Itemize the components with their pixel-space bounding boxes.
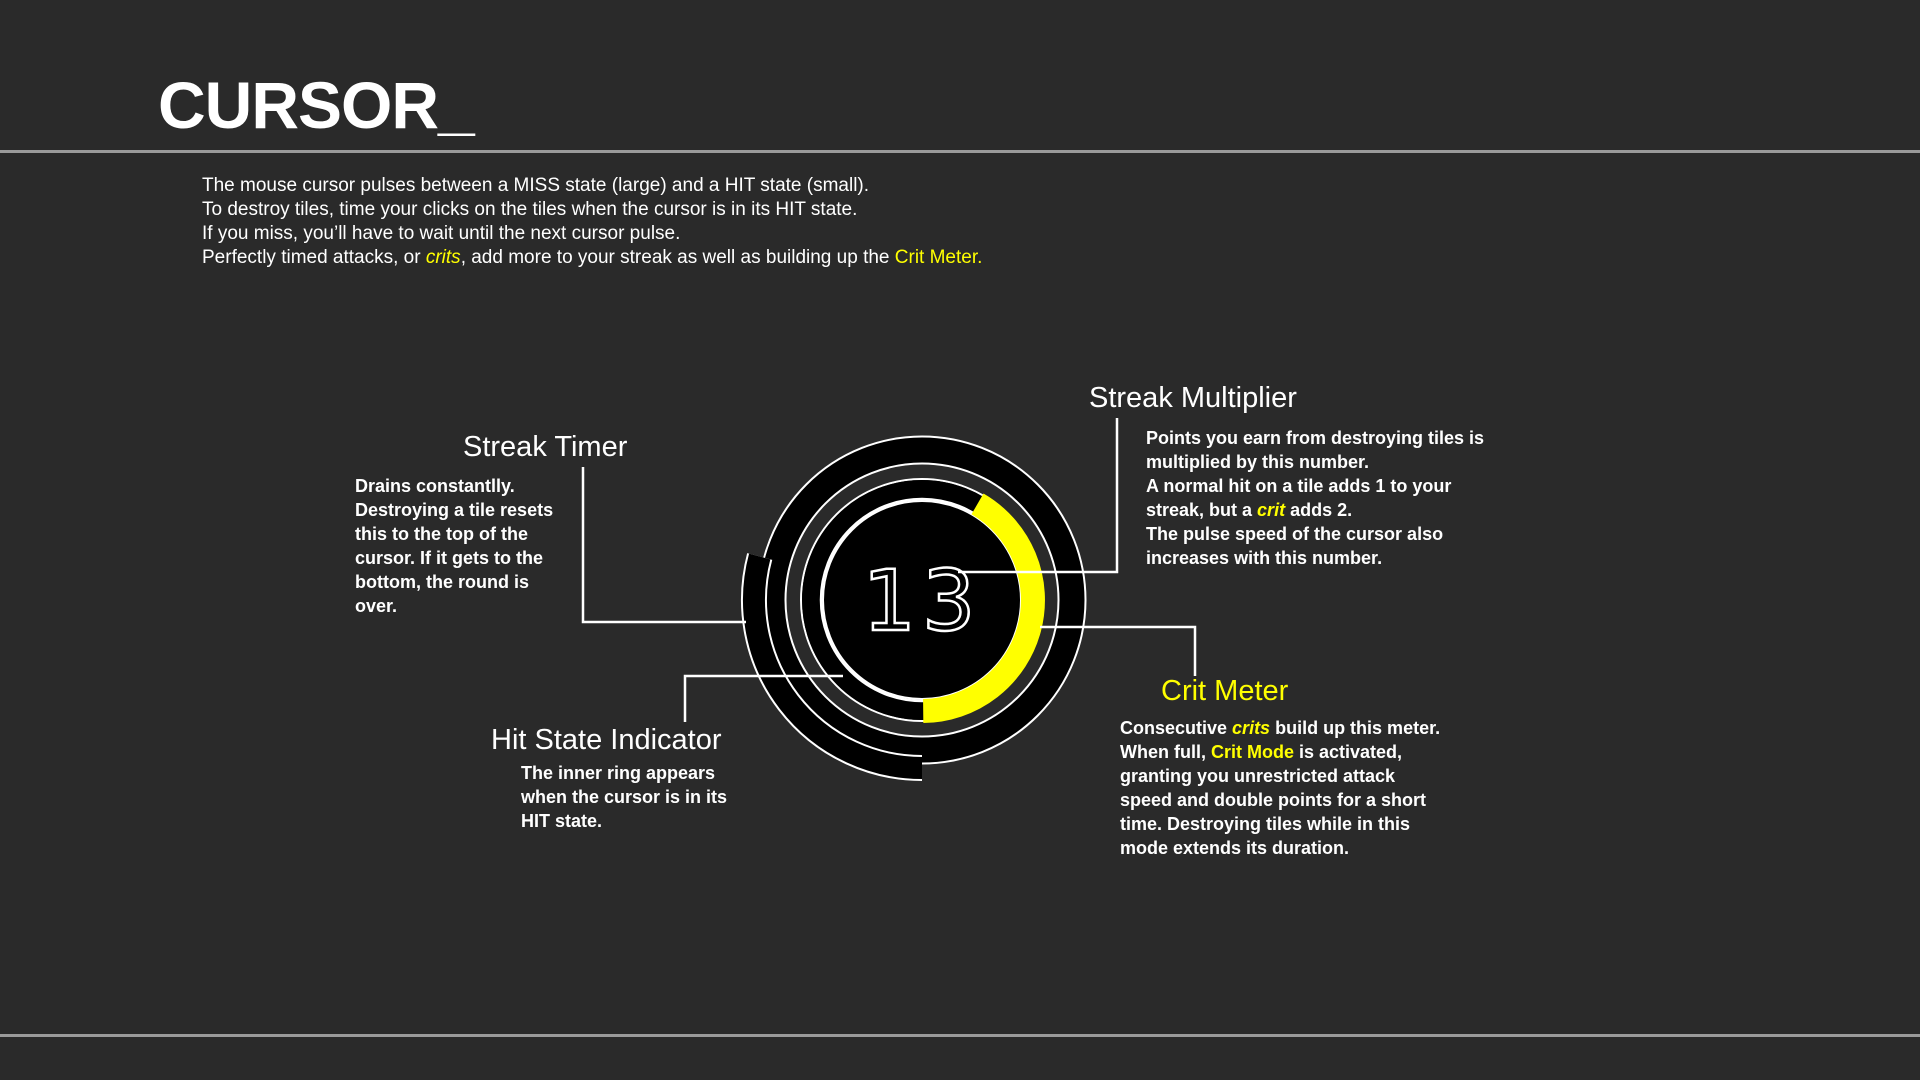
intro-line-3: If you miss, you’ll have to wait until the next cursor pulse. xyxy=(202,223,681,244)
hit-state-line-2: when the cursor is in its xyxy=(521,787,728,807)
crit-meter-description xyxy=(1120,716,1440,860)
crit-meter-heading: Crit Meter xyxy=(1161,675,1289,707)
streak-multiplier-line-4 xyxy=(1146,498,1484,522)
streak-multiplier-line-2: multiplied by this number. xyxy=(1146,452,1370,472)
hit-state-line-1: The inner ring appears xyxy=(521,763,716,783)
intro-line-4-start: Perfectly timed attacks, or xyxy=(202,247,426,268)
streak-multiplier-number: 13 xyxy=(862,552,982,650)
streak-timer-line-6: over. xyxy=(355,596,398,616)
streak-multiplier-line-1: Points you earn from destroying tiles is xyxy=(1146,428,1485,448)
intro-crit-meter-highlight: Crit Meter. xyxy=(894,247,983,268)
crit-meter-line-4: speed and double points for a short xyxy=(1120,790,1427,810)
crit-meter-line-2 xyxy=(1120,740,1440,764)
streak-timer-line-2: Destroying a tile resets xyxy=(355,500,554,520)
streak-timer-leader xyxy=(583,467,746,622)
crit-meter-line-6: mode extends its duration. xyxy=(1120,838,1350,858)
intro-line-4-middle: , add more to your streak as well as building up the xyxy=(460,247,895,268)
footer-divider xyxy=(0,1034,1920,1037)
streak-multiplier-line-5: The pulse speed of the cursor also xyxy=(1146,524,1444,544)
crit-meter-line-2-start: When full, xyxy=(1120,742,1211,762)
crit-meter-crits-highlight: crits xyxy=(1232,718,1271,738)
hit-state-indicator-description xyxy=(521,761,727,833)
page-title: CURSOR_ xyxy=(158,68,474,142)
intro-line-2: To destroy tiles, time your clicks on the tiles when the cursor is in its HIT state. xyxy=(202,199,858,220)
intro-line-1: The mouse cursor pulses between a MISS state (large) and a HIT state (small). xyxy=(202,175,870,196)
streak-timer-line-5: bottom, the round is xyxy=(355,572,529,592)
streak-multiplier-line-4-end: adds 2. xyxy=(1285,500,1353,520)
crit-mode-highlight: Crit Mode xyxy=(1210,742,1294,762)
crit-meter-line-2-end: is activated, xyxy=(1293,742,1403,762)
crit-meter-line-1 xyxy=(1120,716,1440,740)
streak-multiplier-line-4-start: streak, but a xyxy=(1146,500,1258,520)
streak-timer-heading: Streak Timer xyxy=(463,431,628,463)
streak-timer-line-4: cursor. If it gets to the xyxy=(355,548,544,568)
streak-multiplier-crit-highlight: crit xyxy=(1257,500,1286,520)
hit-state-line-3: HIT state. xyxy=(521,811,603,831)
streak-timer-line-1: Drains constantlly. xyxy=(355,476,515,496)
streak-timer-line-3: this to the top of the xyxy=(355,524,528,544)
crit-meter-line-3: granting you unrestricted attack xyxy=(1120,766,1396,786)
crit-meter-line-5: time. Destroying tiles while in this xyxy=(1120,814,1411,834)
streak-multiplier-description xyxy=(1146,426,1484,570)
intro-crits-highlight: crits xyxy=(425,247,461,268)
hit-state-indicator-heading: Hit State Indicator xyxy=(491,724,722,756)
streak-multiplier-heading: Streak Multiplier xyxy=(1089,382,1297,414)
streak-timer-description xyxy=(355,474,553,618)
crit-meter-line-1-start: Consecutive xyxy=(1120,718,1233,738)
streak-multiplier-line-3: A normal hit on a tile adds 1 to your xyxy=(1146,476,1452,496)
streak-multiplier-line-6: increases with this number. xyxy=(1146,548,1383,568)
crit-meter-line-1-end: build up this meter. xyxy=(1270,718,1441,738)
